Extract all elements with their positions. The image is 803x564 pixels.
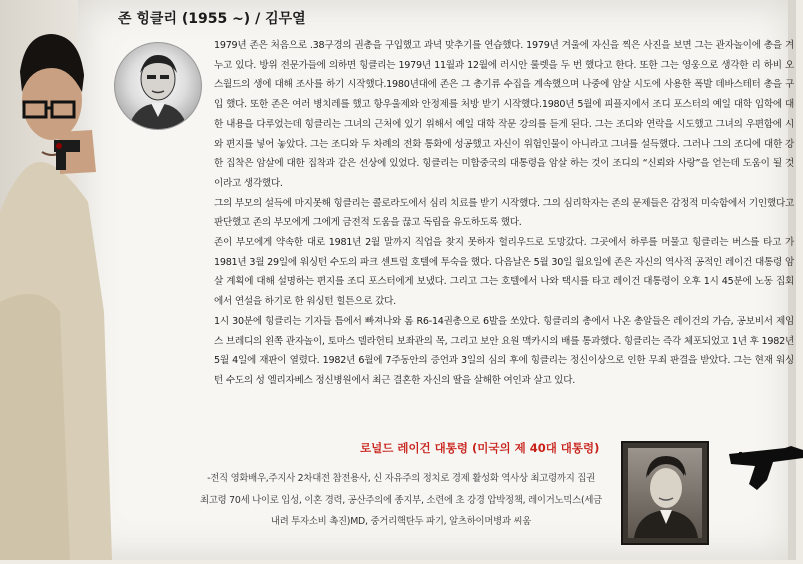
article-paragraph: 1시 30분에 힝클리는 기자들 틈에서 빠져나와 롬 R6-14권총으로 6발을 쏘았다. 힝클리의 총에서 나온 총알들은 레이건의 가슴, 공보비서 제임스 브레디의 왼쪽 관자놀이, 토마스 델라헌티 보좌관의 목, 그리고 보안 요원 맥카시의 배를 통과했다. 힝클리는 즉각 체포되었고 1년 후 1982년 5월 4일에 재판이 열렸다. 1982년 6월에 7주동안의 증언과 3일의 심의 후에 힝클리는 정신이상으로 인한 무죄 판결을 받았다. 그는 현재 워싱턴 수도의 성 엘리자베스 정신병원에서 최근 결혼한 자신의 딸을 살해한 여인과 살고 있다. bbox=[214, 315, 794, 386]
reagan-bio-line: -전직 영화배우,주지사 2차대전 참전용사, 신 자유주의 정치로 경제 활성화 역사상 최고령까지 집권 bbox=[207, 473, 595, 484]
hinckley-portrait-photo bbox=[114, 42, 202, 130]
reagan-bio-line: 내려 투자소비 촉진)MD, 중거리핵탄두 파기, 알츠하이머병과 씨움 bbox=[270, 516, 532, 527]
reagan-caption-title: 로널드 레이건 대통령 (미국의 제 40대 대통령) bbox=[360, 441, 600, 455]
actor-with-gun-figure bbox=[0, 12, 112, 560]
reagan-bio-line: 최고령 70세 나이로 입성, 이혼 경력, 공산주의에 종지부, 소련에 초 강경 압박정책, 레이거노믹스(세금 bbox=[200, 494, 602, 506]
article-paragraph: 1979년 존은 처음으로 .38구경의 권총을 구입했고 과녁 맞추기를 연습했다. 1979년 겨울에 자신을 찍은 사진을 보면 그는 관자놀이에 총을 겨누고 있다. 방위 전문가들에 의하면 힝클리는 1979년 11월과 12월에 러시안 룰렛을 두 번 했다고 한다. 또한 그는 영웅으로 생각한 리 하비 오스월드의 생에 대해 조사를 하기 시작했다.1980년대에 존은 그 총기류 수집을 계속했으며 나중에 암살 시도에 사용한 폭발 데바스테터 총을 구입 했다. 또한 존은 여러 병치레를 했고 항우울제와 안정제를 처방 받기 시작했다.1980년 5월에 피플지에서 조디 포스터의 예일 대학 입학에 대한 내용을 다루었는데 힝클리는 그녀의 근처에 있기 위해서 예일 대학 작문 강의를 듣게 된다. 그는 조디와 연락을 시도했고 그녀의 우편함에 시와 편지를 넣어 놓았다. 그는 조디와 두 차례의 전화 통화에 성공했고 자신이 위험인물이 아니라고 그녀를 설득했다. 그러나 그의 조디에 대한 강한 집착은 암살에 대한 집착과 같은 선상에 있었다. 힝클리는 미합중국의 대통령을 암살 하는 것이 조디의 “신뢰와 사랑”을 얻는데 도움이 될 것이라고 생각했다. bbox=[214, 40, 794, 189]
page-title: 존 힝클리 (1955 ~) / 김무열 bbox=[118, 11, 306, 27]
gun-icon bbox=[727, 444, 803, 498]
article-paragraph: 그의 부모의 설득에 마지못해 힝클리는 콜로라도에서 심리 치료를 받기 시작했다. 그의 심리학자는 존의 문제들은 감정적 미숙함에서 기인했다고 판단했고 존의 부모에게 그에게 금전적 도움을 끊고 독립을 유도하도록 했다. bbox=[214, 197, 794, 229]
reagan-bio bbox=[194, 468, 608, 533]
article-body bbox=[214, 36, 794, 391]
article-paragraph: 존이 부모에게 약속한 대로 1981년 2월 말까지 직업을 찾지 못하자 헐리우드로 도망갔다. 그곳에서 하루를 머물고 힝클리는 버스를 타고 가 1981년 3월 29일에 워싱턴 수도의 파크 센트럴 호텔에 투숙을 했다. 다음날은 5월 30일 월요일에 존은 자신의 역사적 공적인 레이건 대통령 암살 계획에 대해 설명하는 편지를 조디 포스터에게 보냈다. 그리고 그는 호텔에서 나와 택시를 타고 레이건 대통령이 오후 1시 45분에 노동 집회에서 연설을 하기로 한 워싱턴 힐튼으로 갔다. bbox=[214, 237, 794, 308]
reagan-portrait-photo bbox=[628, 448, 702, 538]
reagan-portrait-frame bbox=[621, 441, 709, 545]
